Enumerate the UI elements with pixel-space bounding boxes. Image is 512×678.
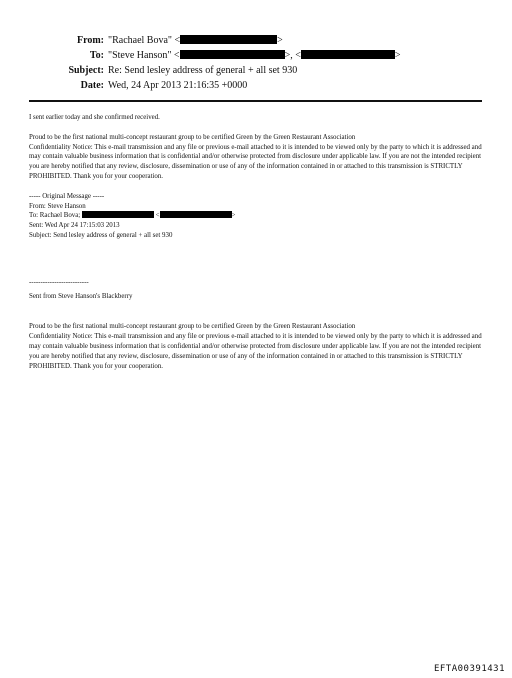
close-bracket: > (277, 35, 283, 46)
subject-row (0, 63, 512, 78)
subject-label: Subject: (68, 65, 104, 76)
from-value: "Rachael Bova" < (108, 35, 181, 46)
sent-from-blackberry: Sent from Steve Hanson's Blackberry (29, 292, 133, 300)
to-separator: >, < (284, 50, 301, 61)
to-row (0, 48, 512, 63)
date-label: Date: (80, 80, 104, 91)
redaction-bar (180, 50, 285, 59)
signature-divider: -------------------------- (29, 278, 89, 286)
original-sent: Sent: Wed Apr 24 17:15:03 2013 (29, 222, 120, 230)
original-to-row: To: Rachael Bova; < > (29, 212, 236, 220)
original-from: From: Steve Hanson (29, 202, 86, 210)
original-to: To: Rachael Bova; (29, 212, 81, 220)
green-certification-line: Proud to be the first national multi-concept restaurant group to be certified Green by the Green Restaurant Association (29, 323, 356, 331)
reply-text: I sent earlier today and she confirmed received. (29, 114, 160, 121)
original-subject: Subject: Send lesley address of general + all set 930 (29, 231, 173, 239)
from-label: From: (76, 35, 104, 46)
confidentiality-notice: Confidentiality Notice: This e-mail transmission and any file or previous e-mail attached to it is intended to be viewed only by the party to which it is addressed and may contain valuable business information that is confidential and/or otherwise protected from disclosure under applicable law. If you are not the intended recipient you are hereby notified that any review, disclosure, dissemination or use of any of the information contained in or attached to this transmission is STRICTLY PROHIBITED. Thank you for your cooperation. (29, 143, 482, 180)
header-divider (29, 100, 482, 102)
redaction-bar (160, 211, 232, 218)
confidentiality-notice: Confidentiality Notice: This e-mail transmission and any file or previous e-mail attached to it is intended to be viewed only by the party to which it is addressed and may contain valuable business information that is confidential and/or otherwise protected from disclosure under applicable law. If you are not the intended recipient you are hereby notified that any review, disclosure, dissemination or use of any of the information contained in or attached to this transmission is STRICTLY PROHIBITED. Thank you for your cooperation. (29, 333, 482, 370)
from-row (0, 33, 512, 48)
to-value: "Steve Hanson" < (108, 50, 180, 61)
redaction-bar (82, 211, 154, 218)
original-message-header: ----- Original Message ----- (29, 192, 105, 200)
date-value: Wed, 24 Apr 2013 21:16:35 +0000 (108, 80, 248, 91)
date-row (0, 78, 512, 93)
green-certification-line: Proud to be the first national multi-concept restaurant group to be certified Green by the Green Restaurant Association (29, 133, 356, 141)
subject-value: Re: Send lesley address of general + all set 930 (108, 65, 298, 76)
to-label: To: (89, 50, 104, 61)
redaction-bar (180, 35, 277, 44)
email-body (29, 113, 489, 371)
close-bracket: > (394, 50, 401, 61)
document-id: EFTA00391431 (433, 664, 505, 674)
email-header (0, 33, 512, 93)
redaction-bar (301, 50, 395, 59)
